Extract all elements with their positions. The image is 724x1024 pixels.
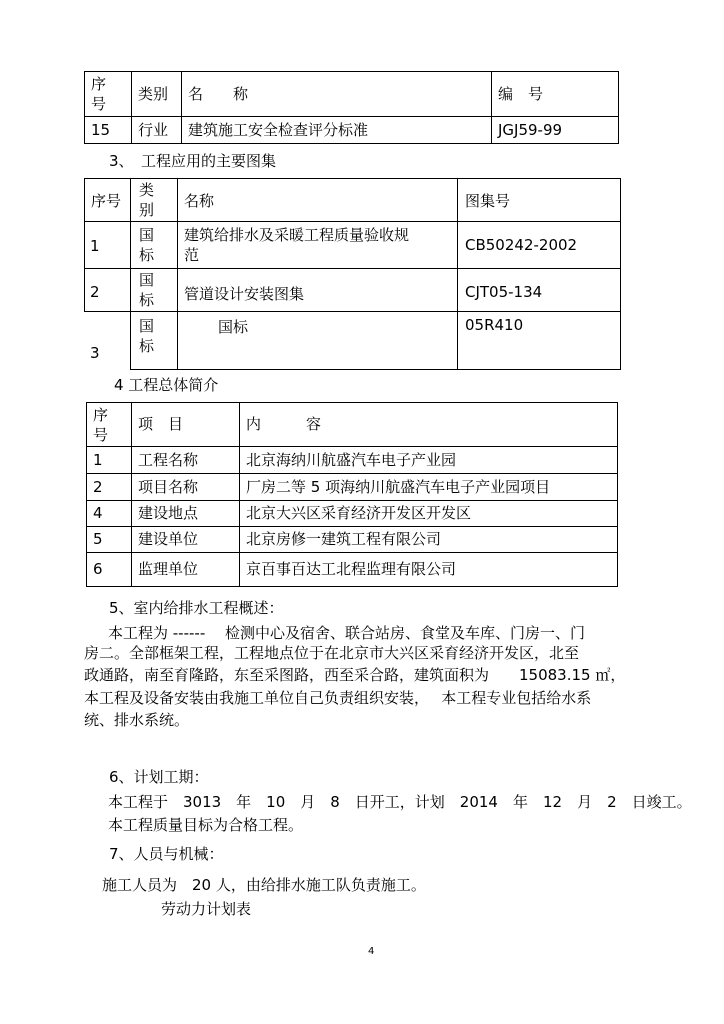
- row-3-name: 国标: [218, 318, 249, 336]
- cell-index: 6: [87, 553, 132, 587]
- cell-item: 建设单位: [132, 527, 240, 553]
- standards-table: [84, 71, 619, 144]
- cell-index: 4: [87, 501, 132, 527]
- header-index: 序 号: [85, 72, 132, 117]
- table-row: [87, 501, 618, 527]
- header-name: 名称: [184, 192, 215, 210]
- row-1-code: CB50242-2002: [465, 236, 578, 254]
- cell-name: 建筑施工安全检查评分标准: [182, 117, 492, 144]
- page-number: 4: [368, 946, 375, 957]
- row-1-name: 建筑给排水及采暖工程质量验收规 范: [184, 226, 410, 264]
- table-row: [85, 117, 619, 144]
- cell-index: 2: [87, 474, 132, 501]
- table-row: [87, 447, 618, 474]
- row-2-code: CJT05-134: [465, 283, 543, 301]
- row-1-index: 1: [90, 237, 100, 255]
- section-7-title: 7、人员与机械：: [109, 845, 224, 863]
- section-7-line-2: 劳动力计划表: [161, 900, 252, 918]
- cell-category: 行业: [132, 117, 182, 144]
- cell-content: 厂房二等 5 项海纳川航盛汽车电子产业园项目: [240, 474, 618, 501]
- row-3-code: 05R410: [465, 316, 524, 334]
- header-category: 类别: [132, 72, 182, 117]
- cell-item: 项目名称: [132, 474, 240, 501]
- section-5-title: 5、室内给排水工程概述：: [109, 599, 284, 617]
- cell-code: JGJ59-99: [492, 117, 619, 144]
- section-5-line-3: 政通路，南至育隆路，东至采图路，西至采合路，建筑面积为 15083.15 ㎡，: [84, 666, 626, 684]
- header-index: 序 号: [87, 403, 132, 447]
- cell-item: 监理单位: [132, 553, 240, 587]
- section-5-line-5: 统、排水系统。: [84, 711, 190, 729]
- cell-content: 北京房修一建筑工程有限公司: [240, 527, 618, 553]
- cell-index: 5: [87, 527, 132, 553]
- cell-item: 工程名称: [132, 447, 240, 474]
- row-1-category: 国 标: [139, 226, 155, 264]
- section-5-line-4: 本工程及设备安装由我施工单位自己负责组织安装， 本工程专业包括给水系: [84, 689, 592, 707]
- table-row: [87, 527, 618, 553]
- section-4-title: 4 工程总体简介: [114, 376, 219, 394]
- cell-content: 北京大兴区采育经济开发区开发区: [240, 501, 618, 527]
- row-2-category: 国 标: [139, 271, 155, 309]
- header-index: 序号: [91, 192, 122, 210]
- section-6-line-1: 本工程于 3013 年 10 月 8 日开工，计划 2014 年 12 月 2 日竣工。: [108, 793, 692, 811]
- section-5-line-2: 房二。全部框架工程，工程地点位于在北京市大兴区采育经济开发区，北至: [84, 644, 580, 662]
- row-3-index: 3: [90, 344, 100, 362]
- header-code: 图集号: [465, 192, 511, 210]
- section-6-line-2: 本工程质量目标为合格工程。: [108, 816, 304, 834]
- header-category: 类 别: [139, 181, 155, 219]
- section-3-title: 3、 工程应用的主要图集: [109, 152, 277, 170]
- header-content: 内 容: [240, 403, 618, 447]
- cell-item: 建设地点: [132, 501, 240, 527]
- section-7-line-1: 施工人员为 20 人，由给排水施工队负责施工。: [102, 876, 426, 894]
- table-header-row: [87, 403, 618, 447]
- table-header-row: [85, 72, 619, 117]
- table-row: [87, 474, 618, 501]
- section-5-line-1: 本工程为 ------ 检测中心及宿舍、联合站房、食堂及车库、门房一、门: [108, 624, 586, 642]
- row-3-category: 国 标: [139, 317, 155, 355]
- header-code: 编 号: [492, 72, 619, 117]
- cell-content: 北京海纳川航盛汽车电子产业园: [240, 447, 618, 474]
- header-name: 名 称: [182, 72, 492, 117]
- cell-index: 15: [85, 117, 132, 144]
- section-6-title: 6、计划工期：: [109, 768, 209, 786]
- table-row: [87, 553, 618, 587]
- row-2-name: 管道设计安装图集: [184, 285, 305, 303]
- overview-table: [86, 402, 618, 587]
- cell-index: 1: [87, 447, 132, 474]
- row-2-index: 2: [90, 283, 100, 301]
- header-item: 项 目: [132, 403, 240, 447]
- cell-content: 京百事百达工北程监理有限公司: [240, 553, 618, 587]
